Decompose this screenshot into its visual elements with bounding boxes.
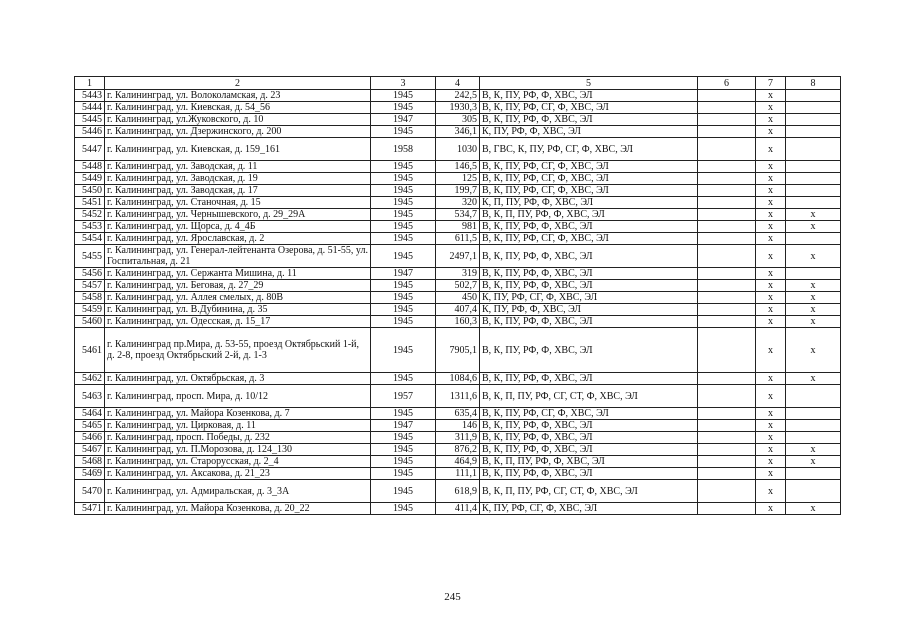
column-7-cell: х xyxy=(756,197,786,209)
address-cell: г. Калининград, ул. Октябрьская, д. 3 xyxy=(105,373,371,385)
table-row xyxy=(75,280,841,292)
table-row xyxy=(75,114,841,126)
column-6-cell xyxy=(698,468,756,480)
column-7-cell: х xyxy=(756,161,786,173)
column-7-cell: х xyxy=(756,316,786,328)
area-cell: 305 xyxy=(436,114,480,126)
column-6-cell xyxy=(698,444,756,456)
column-6-cell xyxy=(698,209,756,221)
row-number-cell: 5460 xyxy=(75,316,105,328)
year-cell: 1945 xyxy=(371,245,436,268)
works-cell: В, К, ПУ, РФ, СГ, Ф, ХВС, ЭЛ xyxy=(480,408,698,420)
year-cell: 1958 xyxy=(371,138,436,161)
works-cell: В, К, ПУ, РФ, СГ, Ф, ХВС, ЭЛ xyxy=(480,173,698,185)
column-7-cell: х xyxy=(756,90,786,102)
address-cell: г. Калининград, ул. Беговая, д. 27_29 xyxy=(105,280,371,292)
area-cell: 320 xyxy=(436,197,480,209)
column-8-cell: х xyxy=(786,444,841,456)
area-cell: 450 xyxy=(436,292,480,304)
year-cell: 1945 xyxy=(371,373,436,385)
column-7-cell: х xyxy=(756,126,786,138)
column-header: 3 xyxy=(371,77,436,90)
column-8-cell xyxy=(786,480,841,503)
row-number-cell: 5444 xyxy=(75,102,105,114)
year-cell: 1945 xyxy=(371,126,436,138)
page-number: 245 xyxy=(444,591,461,603)
works-cell: К, П, ПУ, РФ, Ф, ХВС, ЭЛ xyxy=(480,197,698,209)
column-header: 4 xyxy=(436,77,480,90)
table-row xyxy=(75,245,841,268)
address-cell: г. Калининград, ул. Волоколамская, д. 23 xyxy=(105,90,371,102)
area-cell: 1930,3 xyxy=(436,102,480,114)
year-cell: 1945 xyxy=(371,292,436,304)
address-cell: г. Калининград, ул. В.Дубинина, д. 35 xyxy=(105,304,371,316)
year-cell: 1945 xyxy=(371,316,436,328)
address-cell: г. Калининград, ул. Майора Козенкова, д. 20_22 xyxy=(105,503,371,515)
table-row xyxy=(75,456,841,468)
year-cell: 1945 xyxy=(371,209,436,221)
table-row xyxy=(75,126,841,138)
table-row xyxy=(75,304,841,316)
column-8-cell xyxy=(786,138,841,161)
area-cell: 160,3 xyxy=(436,316,480,328)
column-8-cell xyxy=(786,420,841,432)
address-cell: г. Калининград, ул. Аксакова, д. 21_23 xyxy=(105,468,371,480)
column-7-cell: х xyxy=(756,385,786,408)
column-7-cell: х xyxy=(756,245,786,268)
table-row xyxy=(75,233,841,245)
column-6-cell xyxy=(698,173,756,185)
address-cell: г. Калининград, ул. Цирковая, д. 11 xyxy=(105,420,371,432)
address-cell: г. Калининград, ул. Станочная, д. 15 xyxy=(105,197,371,209)
works-cell: В, К, ПУ, РФ, Ф, ХВС, ЭЛ xyxy=(480,90,698,102)
works-cell: В, К, ПУ, РФ, Ф, ХВС, ЭЛ xyxy=(480,444,698,456)
works-cell: В, К, ПУ, РФ, СГ, Ф, ХВС, ЭЛ xyxy=(480,185,698,197)
year-cell: 1945 xyxy=(371,280,436,292)
table-body xyxy=(75,90,841,515)
year-cell: 1945 xyxy=(371,444,436,456)
column-6-cell xyxy=(698,280,756,292)
column-8-cell xyxy=(786,233,841,245)
column-7-cell: х xyxy=(756,221,786,233)
year-cell: 1945 xyxy=(371,432,436,444)
year-cell: 1945 xyxy=(371,197,436,209)
address-cell: г. Калининград, ул. Дзержинского, д. 200 xyxy=(105,126,371,138)
row-number-cell: 5467 xyxy=(75,444,105,456)
row-number-cell: 5449 xyxy=(75,173,105,185)
address-cell: г. Калининград, ул. Заводская, д. 19 xyxy=(105,173,371,185)
area-cell: 199,7 xyxy=(436,185,480,197)
area-cell: 534,7 xyxy=(436,209,480,221)
table-row xyxy=(75,480,841,503)
column-6-cell xyxy=(698,102,756,114)
column-8-cell xyxy=(786,114,841,126)
address-cell: г. Калининград, ул. Киевская, д. 54_56 xyxy=(105,102,371,114)
year-cell: 1945 xyxy=(371,408,436,420)
column-header: 5 xyxy=(480,77,698,90)
year-cell: 1947 xyxy=(371,420,436,432)
column-header: 7 xyxy=(756,77,786,90)
works-cell: В, К, ПУ, РФ, СГ, Ф, ХВС, ЭЛ xyxy=(480,233,698,245)
row-number-cell: 5465 xyxy=(75,420,105,432)
column-7-cell: х xyxy=(756,328,786,373)
column-7-cell: х xyxy=(756,185,786,197)
table-row xyxy=(75,503,841,515)
table-row xyxy=(75,432,841,444)
table-row xyxy=(75,185,841,197)
works-cell: К, ПУ, РФ, СГ, Ф, ХВС, ЭЛ xyxy=(480,292,698,304)
year-cell: 1957 xyxy=(371,385,436,408)
column-8-cell xyxy=(786,90,841,102)
column-7-cell: х xyxy=(756,503,786,515)
works-cell: В, К, ПУ, РФ, Ф, ХВС, ЭЛ xyxy=(480,420,698,432)
area-cell: 1030 xyxy=(436,138,480,161)
table-row xyxy=(75,420,841,432)
address-cell: г. Калининград, ул. Ярославская, д. 2 xyxy=(105,233,371,245)
column-6-cell xyxy=(698,456,756,468)
works-cell: К, ПУ, РФ, СГ, Ф, ХВС, ЭЛ xyxy=(480,503,698,515)
column-6-cell xyxy=(698,304,756,316)
row-number-cell: 5459 xyxy=(75,304,105,316)
column-8-cell: х xyxy=(786,456,841,468)
area-cell: 311,9 xyxy=(436,432,480,444)
column-7-cell: х xyxy=(756,102,786,114)
column-7-cell: х xyxy=(756,304,786,316)
column-7-cell: х xyxy=(756,138,786,161)
column-6-cell xyxy=(698,432,756,444)
address-cell: г. Калининград, ул. Адмиральская, д. 3_3А xyxy=(105,480,371,503)
works-cell: В, К, П, ПУ, РФ, СГ, СТ, Ф, ХВС, ЭЛ xyxy=(480,480,698,503)
column-7-cell: х xyxy=(756,233,786,245)
row-number-cell: 5468 xyxy=(75,456,105,468)
column-7-cell: х xyxy=(756,114,786,126)
works-cell: В, К, ПУ, РФ, Ф, ХВС, ЭЛ xyxy=(480,280,698,292)
address-cell: г. Калининград, ул. Киевская, д. 159_161 xyxy=(105,138,371,161)
column-6-cell xyxy=(698,292,756,304)
column-8-cell xyxy=(786,161,841,173)
column-8-cell xyxy=(786,197,841,209)
column-8-cell: х xyxy=(786,328,841,373)
area-cell: 611,5 xyxy=(436,233,480,245)
column-6-cell xyxy=(698,185,756,197)
table-row xyxy=(75,173,841,185)
year-cell: 1945 xyxy=(371,480,436,503)
column-7-cell: х xyxy=(756,444,786,456)
area-cell: 146 xyxy=(436,420,480,432)
address-cell: г. Калининград, ул. П.Морозова, д. 124_130 xyxy=(105,444,371,456)
column-7-cell: х xyxy=(756,268,786,280)
column-8-cell: х xyxy=(786,280,841,292)
table-row xyxy=(75,444,841,456)
column-8-cell xyxy=(786,385,841,408)
column-7-cell: х xyxy=(756,456,786,468)
area-cell: 635,4 xyxy=(436,408,480,420)
column-6-cell xyxy=(698,221,756,233)
year-cell: 1945 xyxy=(371,90,436,102)
year-cell: 1945 xyxy=(371,456,436,468)
row-number-cell: 5458 xyxy=(75,292,105,304)
column-8-cell: х xyxy=(786,503,841,515)
table-row xyxy=(75,90,841,102)
row-number-cell: 5469 xyxy=(75,468,105,480)
column-8-cell: х xyxy=(786,209,841,221)
column-6-cell xyxy=(698,268,756,280)
works-cell: В, К, ПУ, РФ, Ф, ХВС, ЭЛ xyxy=(480,373,698,385)
column-7-cell: х xyxy=(756,209,786,221)
table-row xyxy=(75,197,841,209)
row-number-cell: 5455 xyxy=(75,245,105,268)
row-number-cell: 5471 xyxy=(75,503,105,515)
works-cell: В, К, ПУ, РФ, Ф, ХВС, ЭЛ xyxy=(480,432,698,444)
table-row xyxy=(75,408,841,420)
column-7-cell: х xyxy=(756,173,786,185)
year-cell: 1947 xyxy=(371,114,436,126)
column-6-cell xyxy=(698,114,756,126)
column-header: 1 xyxy=(75,77,105,90)
column-8-cell xyxy=(786,268,841,280)
column-8-cell xyxy=(786,432,841,444)
registry-table xyxy=(74,76,841,515)
table-row xyxy=(75,316,841,328)
year-cell: 1945 xyxy=(371,161,436,173)
row-number-cell: 5453 xyxy=(75,221,105,233)
address-cell: г. Калининград, ул. Чернышевского, д. 29_29А xyxy=(105,209,371,221)
row-number-cell: 5454 xyxy=(75,233,105,245)
area-cell: 146,5 xyxy=(436,161,480,173)
header-row xyxy=(75,77,841,90)
address-cell: г. Калининград пр.Мира, д. 53-55, проезд Октябрьский 1-й, д. 2-8, проезд Октябрьский 2-й, д. 1-3 xyxy=(105,328,371,373)
address-cell: г. Калининград, ул. Щорса, д. 4_4Б xyxy=(105,221,371,233)
row-number-cell: 5457 xyxy=(75,280,105,292)
row-number-cell: 5463 xyxy=(75,385,105,408)
row-number-cell: 5451 xyxy=(75,197,105,209)
column-6-cell xyxy=(698,126,756,138)
area-cell: 111,1 xyxy=(436,468,480,480)
year-cell: 1945 xyxy=(371,328,436,373)
column-8-cell: х xyxy=(786,245,841,268)
column-8-cell xyxy=(786,173,841,185)
works-cell: В, К, ПУ, РФ, Ф, ХВС, ЭЛ xyxy=(480,221,698,233)
area-cell: 1084,6 xyxy=(436,373,480,385)
table-row xyxy=(75,468,841,480)
year-cell: 1945 xyxy=(371,221,436,233)
row-number-cell: 5443 xyxy=(75,90,105,102)
column-8-cell xyxy=(786,408,841,420)
column-8-cell xyxy=(786,126,841,138)
table-row xyxy=(75,328,841,373)
year-cell: 1945 xyxy=(371,233,436,245)
column-8-cell: х xyxy=(786,304,841,316)
works-cell: В, К, П, ПУ, РФ, Ф, ХВС, ЭЛ xyxy=(480,456,698,468)
column-8-cell: х xyxy=(786,292,841,304)
row-number-cell: 5447 xyxy=(75,138,105,161)
row-number-cell: 5446 xyxy=(75,126,105,138)
works-cell: В, К, ПУ, РФ, Ф, ХВС, ЭЛ xyxy=(480,245,698,268)
column-6-cell xyxy=(698,233,756,245)
table-row xyxy=(75,385,841,408)
column-8-cell xyxy=(786,102,841,114)
row-number-cell: 5464 xyxy=(75,408,105,420)
address-cell: г. Калининград, просп. Победы, д. 232 xyxy=(105,432,371,444)
column-6-cell xyxy=(698,373,756,385)
works-cell: В, К, ПУ, РФ, СГ, Ф, ХВС, ЭЛ xyxy=(480,102,698,114)
column-6-cell xyxy=(698,480,756,503)
column-6-cell xyxy=(698,161,756,173)
area-cell: 346,1 xyxy=(436,126,480,138)
column-8-cell: х xyxy=(786,316,841,328)
address-cell: г. Калининград, ул. Старорусская, д. 2_4 xyxy=(105,456,371,468)
year-cell: 1945 xyxy=(371,304,436,316)
area-cell: 981 xyxy=(436,221,480,233)
year-cell: 1945 xyxy=(371,503,436,515)
table-row xyxy=(75,209,841,221)
table-row xyxy=(75,102,841,114)
table-row xyxy=(75,268,841,280)
area-cell: 502,7 xyxy=(436,280,480,292)
column-7-cell: х xyxy=(756,373,786,385)
row-number-cell: 5462 xyxy=(75,373,105,385)
works-cell: В, ГВС, К, ПУ, РФ, СГ, Ф, ХВС, ЭЛ xyxy=(480,138,698,161)
year-cell: 1945 xyxy=(371,173,436,185)
area-cell: 464,9 xyxy=(436,456,480,468)
column-6-cell xyxy=(698,408,756,420)
address-cell: г. Калининград, ул. Одесская, д. 15_17 xyxy=(105,316,371,328)
year-cell: 1945 xyxy=(371,185,436,197)
column-6-cell xyxy=(698,503,756,515)
area-cell: 2497,1 xyxy=(436,245,480,268)
works-cell: К, ПУ, РФ, Ф, ХВС, ЭЛ xyxy=(480,304,698,316)
row-number-cell: 5450 xyxy=(75,185,105,197)
table-row xyxy=(75,292,841,304)
row-number-cell: 5466 xyxy=(75,432,105,444)
address-cell: г. Калининград, ул.Жуковского, д. 10 xyxy=(105,114,371,126)
row-number-cell: 5470 xyxy=(75,480,105,503)
column-7-cell: х xyxy=(756,420,786,432)
table-row xyxy=(75,373,841,385)
address-cell: г. Калининград, ул. Генерал-лейтенанта Озерова, д. 51-55, ул. Госпитальная, д. 21 xyxy=(105,245,371,268)
column-7-cell: х xyxy=(756,292,786,304)
column-7-cell: х xyxy=(756,468,786,480)
area-cell: 618,9 xyxy=(436,480,480,503)
address-cell: г. Калининград, ул. Заводская, д. 11 xyxy=(105,161,371,173)
column-7-cell: х xyxy=(756,408,786,420)
column-header: 8 xyxy=(786,77,841,90)
works-cell: В, К, ПУ, РФ, СГ, Ф, ХВС, ЭЛ xyxy=(480,161,698,173)
column-6-cell xyxy=(698,385,756,408)
address-cell: г. Калининград, ул. Майора Козенкова, д. 7 xyxy=(105,408,371,420)
column-6-cell xyxy=(698,420,756,432)
column-7-cell: х xyxy=(756,480,786,503)
address-cell: г. Калининград, просп. Мира, д. 10/12 xyxy=(105,385,371,408)
row-number-cell: 5452 xyxy=(75,209,105,221)
row-number-cell: 5445 xyxy=(75,114,105,126)
table-row xyxy=(75,221,841,233)
area-cell: 7905,1 xyxy=(436,328,480,373)
area-cell: 319 xyxy=(436,268,480,280)
column-6-cell xyxy=(698,90,756,102)
year-cell: 1947 xyxy=(371,268,436,280)
row-number-cell: 5461 xyxy=(75,328,105,373)
area-cell: 242,5 xyxy=(436,90,480,102)
works-cell: В, К, ПУ, РФ, Ф, ХВС, ЭЛ xyxy=(480,268,698,280)
year-cell: 1945 xyxy=(371,468,436,480)
address-cell: г. Калининград, ул. Сержанта Мишина, д. 11 xyxy=(105,268,371,280)
column-7-cell: х xyxy=(756,280,786,292)
address-cell: г. Калининград, ул. Аллея смелых, д. 80В xyxy=(105,292,371,304)
works-cell: В, К, П, ПУ, РФ, СГ, СТ, Ф, ХВС, ЭЛ xyxy=(480,385,698,408)
column-6-cell xyxy=(698,328,756,373)
column-header: 2 xyxy=(105,77,371,90)
works-cell: К, ПУ, РФ, Ф, ХВС, ЭЛ xyxy=(480,126,698,138)
column-header: 6 xyxy=(698,77,756,90)
area-cell: 407,4 xyxy=(436,304,480,316)
works-cell: В, К, ПУ, РФ, Ф, ХВС, ЭЛ xyxy=(480,468,698,480)
column-6-cell xyxy=(698,245,756,268)
works-cell: В, К, ПУ, РФ, Ф, ХВС, ЭЛ xyxy=(480,328,698,373)
column-8-cell: х xyxy=(786,221,841,233)
row-number-cell: 5456 xyxy=(75,268,105,280)
area-cell: 125 xyxy=(436,173,480,185)
works-cell: В, К, П, ПУ, РФ, Ф, ХВС, ЭЛ xyxy=(480,209,698,221)
table-row xyxy=(75,138,841,161)
column-6-cell xyxy=(698,316,756,328)
area-cell: 411,4 xyxy=(436,503,480,515)
column-7-cell: х xyxy=(756,432,786,444)
table-row xyxy=(75,161,841,173)
column-8-cell xyxy=(786,468,841,480)
works-cell: В, К, ПУ, РФ, Ф, ХВС, ЭЛ xyxy=(480,316,698,328)
column-6-cell xyxy=(698,138,756,161)
area-cell: 876,2 xyxy=(436,444,480,456)
column-8-cell: х xyxy=(786,373,841,385)
row-number-cell: 5448 xyxy=(75,161,105,173)
address-cell: г. Калининград, ул. Заводская, д. 17 xyxy=(105,185,371,197)
year-cell: 1945 xyxy=(371,102,436,114)
column-8-cell xyxy=(786,185,841,197)
column-6-cell xyxy=(698,197,756,209)
works-cell: В, К, ПУ, РФ, Ф, ХВС, ЭЛ xyxy=(480,114,698,126)
area-cell: 1311,6 xyxy=(436,385,480,408)
